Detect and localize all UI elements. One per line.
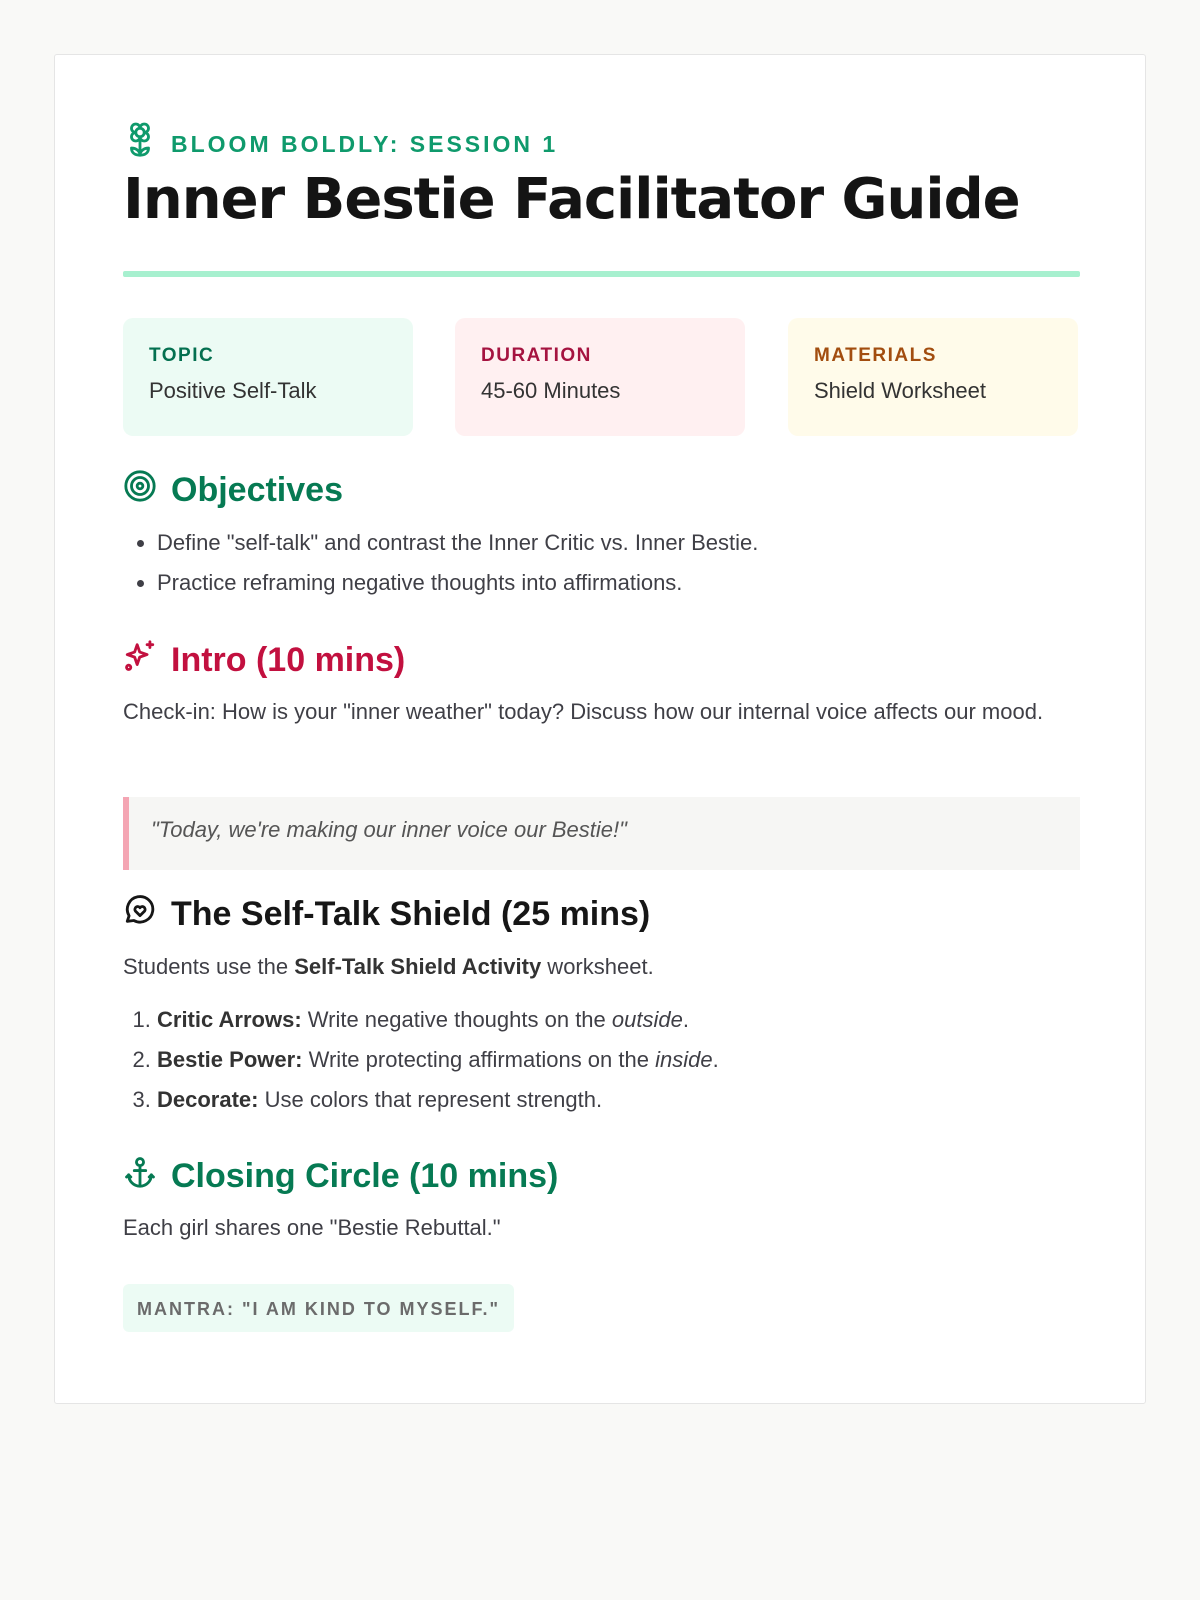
- step-end: .: [682, 1007, 689, 1032]
- session-eyebrow: [123, 121, 558, 167]
- text-span: Students use the: [123, 954, 295, 979]
- closing-text: Each girl shares one "Bestie Rebuttal.": [123, 1215, 501, 1240]
- sparkles-icon: [123, 639, 157, 682]
- shield-heading: [123, 893, 650, 936]
- info-card-label: DURATION: [481, 345, 592, 366]
- mantra-badge: MANTRA: "I AM KIND TO MYSELF.": [123, 1284, 514, 1332]
- page-title: Inner Bestie Facilitator Guide: [123, 167, 1020, 232]
- info-card-value: 45-60 Minutes: [481, 378, 621, 403]
- shield-intro-text: [123, 950, 1063, 983]
- anchor-icon: [123, 1155, 157, 1198]
- list-item: • Define "self-talk" and contrast the Inner Critic vs. Inner Bestie.: [157, 523, 758, 563]
- step-label: Bestie Power:: [157, 1047, 303, 1072]
- step-emphasis: outside: [611, 1007, 683, 1032]
- step-end: .: [712, 1047, 719, 1072]
- list-item: • Practice reframing negative thoughts into affirmations.: [157, 563, 758, 603]
- info-card-label: MATERIALS: [814, 345, 937, 366]
- title-divider: [123, 271, 1080, 277]
- info-card-materials: [788, 318, 1078, 436]
- intro-title: Intro (10 mins): [171, 641, 406, 679]
- guide-card: [54, 54, 1146, 1404]
- info-card-value: Positive Self-Talk: [149, 378, 317, 403]
- closing-title: Closing Circle (10 mins): [171, 1157, 559, 1195]
- text-span: worksheet.: [541, 954, 654, 979]
- objectives-title: Objectives: [171, 471, 343, 509]
- session-label: BLOOM BOLDLY: SESSION 1: [171, 130, 559, 157]
- step-label: Critic Arrows:: [157, 1007, 302, 1032]
- info-card-topic: [123, 318, 413, 436]
- step-text: Use colors that represent strength.: [258, 1087, 603, 1112]
- step-label: Decorate:: [157, 1087, 259, 1112]
- intro-text: Check-in: How is your "inner weather" today? Discuss how our internal voice affects our mood.: [123, 699, 1044, 724]
- info-card-duration: [455, 318, 745, 436]
- objectives-heading: [123, 469, 343, 512]
- shield-steps: [123, 1000, 719, 1120]
- intro-quote: "Today, we're making our inner voice our Bestie!": [123, 797, 1080, 870]
- objectives-list: [123, 523, 758, 603]
- target-icon: [123, 469, 157, 512]
- shield-title: The Self-Talk Shield (25 mins): [171, 895, 651, 933]
- closing-heading: [123, 1155, 558, 1198]
- intro-heading: [123, 639, 405, 682]
- flower-icon: [123, 121, 157, 167]
- step-text: Write protecting affirmations on the: [302, 1047, 656, 1072]
- list-item: [157, 1040, 719, 1080]
- worksheet-name: Self-Talk Shield Activity: [294, 954, 542, 979]
- list-item: [157, 1080, 719, 1120]
- info-card-value: Shield Worksheet: [814, 378, 987, 403]
- info-card-label: TOPIC: [149, 345, 215, 366]
- heart-chat-icon: [123, 893, 157, 936]
- step-text: Write negative thoughts on the: [301, 1007, 612, 1032]
- step-emphasis: inside: [655, 1047, 713, 1072]
- list-item: [157, 1000, 719, 1040]
